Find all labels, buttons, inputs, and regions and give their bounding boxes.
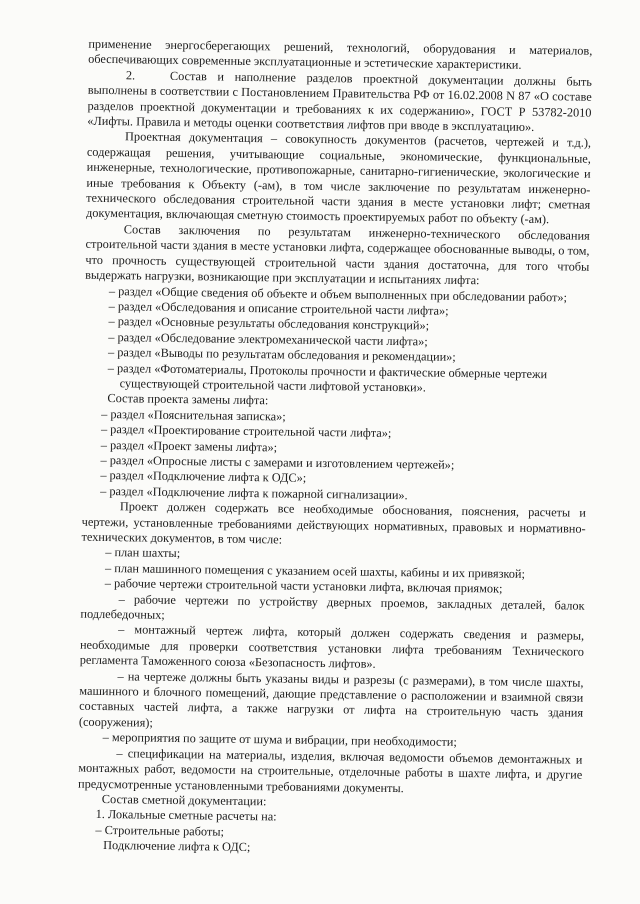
list-item: – раздел «Обследование электромеханической части лифта»; [108,329,428,349]
list-item: – план шахты; [105,545,181,561]
estimate-subheading: 1. Локальные сметные расчеты на: [95,807,277,824]
specifications-paragraph: – спецификации на материалы, изделия, включая ведомости объемов демонтажных и монтажных работ, ведомости на строительные, отделочные работы в шахте лифта, и другие предусмотренные установленными требованиями документы. [77,745,583,795]
list-item: – раздел «Пояснительная записка»; [101,406,286,424]
project-documentation-paragraph: Проектная документация – совокупность документов (расчетов, чертежей и т.д.), содержащая решения, учитывающие социальные, экономические, функциональные, инженерные, технологические, противопожарные, санитарно-гигиенические, экологические и иные требования к Объекту (-ам), в том числе заключение по результатам инженерно-технического обследования строительной части здания в месте установки лифт; сметная документация, включающая сметную стоимость проектируемых работ по объекту (-ам). [85,129,592,227]
conclusion-list [84,283,589,398]
intro-paragraph: применение энергосберегающих решений, технологий, оборудования и материалов, обеспечивающих современные эксплуатационные и эстетические характеристики. [88,36,593,73]
drawings-list [81,545,586,598]
mounting-drawing-paragraph: – монтажный чертеж лифта, который должен содержать сведения и размеры, необходимые для проверки соответствия установки лифта требованиям Технического регламента Таможенного союза «Безопасность лифтов». [79,622,585,672]
list-item: Подключение лифта к ОДС; [103,838,251,855]
section-2-number: 2. [125,68,136,83]
list-item: – раздел «Подключение лифта к пожарной сигнализации». [100,483,408,503]
replacement-list [82,406,587,505]
estimate-list [77,822,581,860]
list-item: – план машинного помещения с указанием осей шахты, кабины и их привязкой; [104,560,526,581]
list-item: – раздел «Выводы по результатам обследования и рекомендации»; [107,345,456,365]
list-item: – раздел «Обследования и описание строительной части лифта»; [108,298,449,318]
list-item: – раздел «Проектирование строительной части лифта»; [100,422,392,441]
conclusion-paragraph: Состав заключения по результатам инженерно-технического обследования строительной части здания в месте установки лифта, содержащее обоснованные выводы, о том, что прочность существующей строительной части здания достаточна, для того чтобы выдержать нагрузки, возникающие при эксплуатации и испытаниях лифта: [85,222,590,288]
list-item: – Строительные работы; [95,822,225,839]
list-item: – раздел «Опросные листы с замерами и изготовлением чертежей»; [100,452,455,472]
list-item: – раздел «Основные результаты обследования конструкций»; [108,314,430,333]
replacement-heading: Состав проекта замены лифта: [107,391,269,408]
noise-item: – мероприятия по защите от шума и вибрации, при необходимости; [102,730,457,750]
list-item: – рабочие чертежи строительной части установки лифта, включая приямок; [104,576,503,596]
section-2-text: Состав и наполнение разделов проектной документации должны быть выполнены в соответствии с Постановлением Правительства РФ от 16.02.2008 N 87 «О составе разделов проектной документации и требованиях к их содержанию», ГОСТ Р 53782-2010 «Лифты. Правила и методы оценки соответствия лифтов при вводе в эксплуатацию». [87,68,593,134]
list-item: – раздел «Проект замены лифта»; [100,437,278,454]
drawing-views-paragraph: – на чертеже должны быть указаны виды и разрезы (с размерами), в том числе шахты, машинного и блочного помещений, дающие представление о расположении и взаимной связи составных частей лифта, а также нагрузки от лифта на строительную часть здания (сооружения); [78,668,584,730]
list-item: – раздел «Общие сведения об объекте и объем выполненных при обследовании работ»; [108,283,568,304]
section-2-paragraph [87,68,592,137]
estimate-heading: Состав сметной документации: [101,791,267,809]
working-drawings-paragraph: – рабочие чертежи по устройству дверных проемов, закладных деталей, балок подлебедочных; [80,591,585,622]
project-contains-paragraph: Проект должен содержать все необходимые обоснования, пояснения, расчеты и чертежи, установленные требованиями действующих нормативных, правовых и нормативно-технических документов, в том числе: [81,499,586,547]
list-item: – раздел «Подключение лифта к ОДС»; [100,468,307,486]
list-item: – раздел «Фотоматериалы, Протоколы прочности и фактические обмерные чертежи существующей строительной части лифтовой установки». [107,360,548,395]
